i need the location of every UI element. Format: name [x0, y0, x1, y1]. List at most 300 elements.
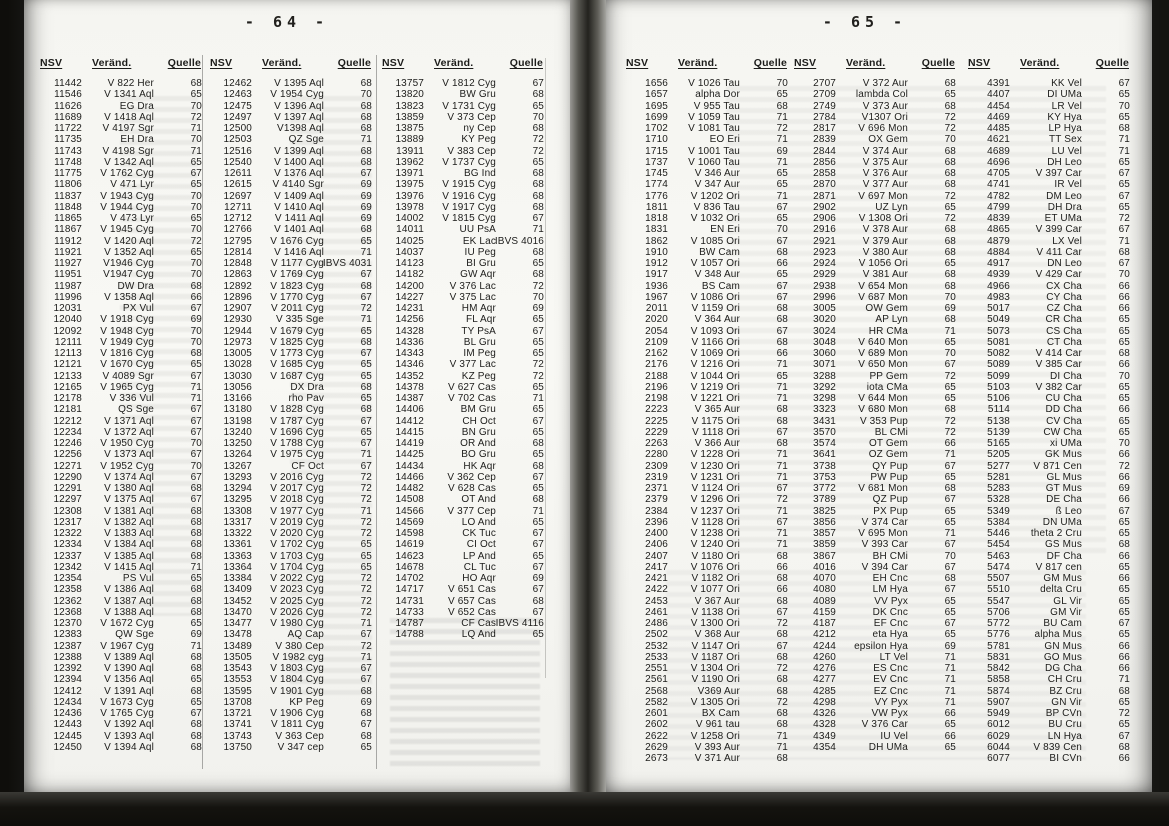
nsv-number: 12370: [53, 618, 82, 629]
variable-designation: V 1093 Ori: [690, 325, 740, 337]
nsv-number: 2871: [813, 190, 836, 202]
table-row: [624, 337, 788, 348]
source-code: 72: [360, 483, 372, 494]
table-header-row: [38, 57, 202, 69]
table-row: [38, 449, 202, 460]
source-code: 72: [944, 190, 956, 202]
nsv-number: 1657: [645, 89, 668, 101]
nsv-number: 3060: [813, 348, 836, 359]
nsv-number: 2906: [813, 213, 836, 224]
table-row: [966, 326, 1130, 337]
source-code: 65: [360, 550, 372, 562]
nsv-number: 12291: [53, 483, 82, 494]
source-code: 67: [776, 483, 788, 494]
table-header-row: [624, 57, 788, 69]
source-code: 67: [1118, 224, 1130, 236]
source-code: 67: [532, 415, 544, 427]
source-code: 67: [360, 269, 372, 281]
source-code: 68: [532, 190, 544, 202]
source-code: 68: [532, 89, 544, 101]
table-row: [208, 742, 372, 753]
variable-designation: QW Sge: [115, 629, 154, 641]
table-row: [624, 708, 788, 719]
variable-designation: LT Vel: [879, 651, 908, 663]
variable-designation: V 1077 Ori: [690, 584, 740, 596]
nsv-number: 12387: [53, 640, 82, 652]
nsv-number: 2916: [813, 224, 836, 236]
variable-designation: BX Cam: [701, 708, 740, 719]
source-code: 68: [360, 381, 372, 393]
table-row: [380, 236, 544, 247]
nsv-number: 13005: [223, 348, 252, 359]
nsv-number: 3071: [813, 359, 836, 371]
variable-designation: EV Cnc: [873, 674, 908, 686]
variable-designation: V 1399 Aql: [274, 145, 324, 157]
source-code: 65: [190, 179, 202, 191]
nsv-number: 5831: [987, 651, 1010, 663]
table-row: [208, 247, 372, 258]
nsv-number: 5907: [987, 696, 1010, 708]
source-code: 67: [944, 618, 956, 629]
source-code: 71: [776, 505, 788, 517]
nsv-number: 14002: [395, 213, 424, 224]
source-code: 68: [190, 483, 202, 494]
table-row: [966, 337, 1130, 348]
source-code: 72: [190, 235, 202, 247]
table-row: [208, 326, 372, 337]
table-row: [792, 551, 956, 562]
variable-designation: LM Hya: [872, 584, 908, 596]
variable-designation: V 1944 Cyg: [100, 201, 154, 213]
variable-designation: V 1175 Ori: [691, 415, 740, 427]
source-code: 68: [360, 123, 372, 134]
variable-designation: DN UMa: [1042, 516, 1082, 528]
table-row: [792, 607, 956, 618]
variable-designation: EO Eri: [709, 134, 740, 146]
source-code: 65: [1118, 156, 1130, 168]
table-row: [38, 101, 202, 112]
nsv-number: 13030: [223, 370, 252, 382]
variable-designation: GK Mus: [1044, 449, 1082, 461]
nsv-number: 13452: [223, 595, 252, 607]
variable-designation: epsilon Hya: [854, 640, 908, 652]
table-row: [792, 472, 956, 483]
table-row: [38, 258, 202, 269]
nsv-number: 13293: [223, 471, 252, 483]
nsv-number: 12181: [53, 404, 82, 416]
table-row: [380, 483, 544, 494]
nsv-number: 14352: [395, 370, 424, 382]
nsv-number: 11748: [54, 156, 82, 168]
source-code: 71: [776, 359, 788, 371]
table-row: [792, 427, 956, 438]
table-row: [792, 303, 956, 314]
table-row: [966, 528, 1130, 539]
variable-designation: V 1676 Cyg: [270, 235, 324, 247]
source-code: 67: [532, 561, 544, 573]
table-row: [966, 101, 1130, 112]
source-code: 69: [1118, 483, 1130, 494]
table-row: [380, 618, 544, 629]
source-code: 68: [944, 404, 956, 416]
variable-designation: GL Vir: [1053, 595, 1082, 607]
nsv-number: 13975: [395, 179, 424, 191]
table-row: [208, 213, 372, 224]
nsv-number: 4983: [987, 291, 1010, 303]
table-row: [38, 584, 202, 595]
variable-designation: V 1400 Aql: [274, 156, 324, 168]
variable-designation: UU PsA: [459, 224, 496, 236]
variable-designation: HK Aqr: [463, 460, 496, 472]
header-quelle: Quelle: [1095, 57, 1129, 69]
variable-designation: OX Gem: [868, 134, 908, 146]
variable-designation: EF Cnc: [873, 618, 908, 629]
source-code: 67: [776, 426, 788, 438]
variable-designation: ES Cnc: [873, 663, 908, 674]
variable-designation: V 1673 Cyg: [100, 696, 154, 708]
nsv-number: 4277: [813, 674, 836, 686]
nsv-number: 4187: [813, 618, 836, 629]
source-code: 65: [190, 618, 202, 629]
source-code: 72: [1118, 213, 1130, 224]
source-code: 68: [532, 246, 544, 258]
source-code: 71: [190, 145, 202, 157]
variable-designation: V 2017 Cyg: [270, 483, 324, 494]
variable-designation: V 1044 Ori: [690, 370, 740, 382]
table-row: [208, 134, 372, 145]
table-row: [624, 146, 788, 157]
header-nsv: NSV: [40, 57, 63, 69]
table-row: [624, 157, 788, 168]
source-code: 68: [532, 494, 544, 506]
source-code: 71: [190, 393, 202, 404]
table-row: [208, 292, 372, 303]
source-code: 65: [944, 719, 956, 731]
source-code: 65: [532, 100, 544, 112]
nsv-number: 3641: [813, 449, 836, 461]
variable-designation: V 1773 Cyg: [270, 348, 324, 359]
nsv-number: 1831: [645, 224, 668, 236]
table-row: [208, 157, 372, 168]
source-code: 71: [944, 696, 956, 708]
table-row: [38, 371, 202, 382]
source-code: 65: [776, 89, 788, 101]
variable-designation: V 394 Car: [861, 561, 908, 573]
table-body: [380, 78, 544, 641]
nsv-number: 3020: [813, 314, 836, 326]
nsv-number: 13543: [223, 663, 252, 674]
table-row: [624, 719, 788, 730]
table-row: [792, 89, 956, 100]
variable-designation: V 372 Aur: [862, 78, 908, 89]
variable-designation: V 695 Mon: [858, 528, 908, 539]
variable-designation: V 822 Her: [107, 78, 154, 89]
variable-designation: V 377 Lac: [449, 359, 496, 371]
nsv-number: 2371: [645, 483, 668, 494]
variable-designation: V 1917 Cyg: [442, 201, 496, 213]
source-code: 67: [1118, 78, 1130, 89]
table-row: [208, 427, 372, 438]
variable-designation: V 1811 Cyg: [270, 719, 324, 731]
variable-designation: V 652 Cas: [447, 606, 496, 618]
source-code: 68: [776, 595, 788, 607]
source-code: 67: [532, 528, 544, 539]
table-row: [624, 179, 788, 190]
nsv-number: 12907: [223, 303, 252, 314]
table-body: [208, 78, 372, 753]
nsv-number: 11867: [54, 224, 82, 236]
variable-designation: GW Aqr: [460, 269, 496, 281]
variable-designation: V 1352 Aql: [104, 246, 154, 258]
source-code: 65: [532, 381, 544, 393]
nsv-number: 1776: [645, 190, 668, 202]
table-row: [380, 573, 544, 584]
header-nsv: NSV: [968, 57, 991, 69]
nsv-number: 2309: [645, 460, 668, 472]
variable-designation: V 681 Mon: [858, 483, 908, 494]
nsv-number: 11722: [54, 123, 82, 134]
variable-designation: V 1823 Cyg: [270, 280, 324, 292]
source-code: 65: [532, 550, 544, 562]
source-code: 70: [776, 78, 788, 89]
nsv-number: 5106: [987, 393, 1010, 404]
table-row: [792, 404, 956, 415]
source-code: 65: [532, 426, 544, 438]
source-code: 65: [1118, 314, 1130, 326]
source-code: 68: [360, 78, 372, 89]
table-row: [380, 494, 544, 505]
source-code: 67: [360, 674, 372, 686]
table-row: [966, 461, 1130, 472]
variable-designation: V 651 Cas: [447, 584, 496, 596]
nsv-number: 3024: [813, 325, 836, 337]
source-code: 71: [360, 505, 372, 517]
table-row: [38, 517, 202, 528]
source-code: 72: [532, 280, 544, 292]
nsv-number: 4298: [813, 696, 836, 708]
table-row: [792, 224, 956, 235]
nsv-number: 5772: [987, 618, 1010, 629]
table-row: [208, 596, 372, 607]
source-code: 71: [944, 651, 956, 663]
variable-designation: V 1918 Cyg: [100, 314, 154, 326]
table-row: [792, 146, 956, 157]
source-code: 71: [532, 224, 544, 236]
variable-designation: BU Cru: [1048, 719, 1082, 731]
variable-designation: V 1057 Ori: [690, 258, 740, 269]
table-row: [380, 281, 544, 292]
table-row: [208, 472, 372, 483]
table-row: [380, 89, 544, 100]
nsv-number: 14182: [395, 269, 424, 281]
table-row: [38, 438, 202, 449]
source-code: 65: [532, 258, 544, 269]
source-code: 67: [1118, 190, 1130, 202]
table-row: [792, 652, 956, 663]
nsv-number: 13875: [395, 123, 424, 134]
source-code: 65: [1118, 719, 1130, 731]
table-row: [208, 719, 372, 730]
source-code: 67: [532, 539, 544, 551]
variable-designation: V 1187 Ori: [691, 651, 740, 663]
table-row: [624, 674, 788, 685]
variable-designation: V 1026 Tau: [688, 78, 740, 89]
variable-designation: IU Peg: [464, 246, 496, 258]
table-row: [792, 393, 956, 404]
nsv-number: 4349: [813, 730, 836, 742]
variable-designation: V 680 Mon: [858, 404, 908, 416]
table-row: [966, 359, 1130, 370]
table-row: [380, 292, 544, 303]
nsv-number: 12133: [53, 370, 82, 382]
source-code: 70: [944, 348, 956, 359]
variable-designation: HO Aqr: [462, 573, 496, 584]
table-row: [792, 292, 956, 303]
variable-designation: DG Cha: [1044, 663, 1082, 674]
nsv-number: 2929: [813, 269, 836, 281]
table-row: [208, 416, 372, 427]
source-code: 67: [776, 280, 788, 292]
nsv-number: 5328: [987, 494, 1010, 506]
source-code: 67: [776, 201, 788, 213]
variable-designation: EZ Cnc: [873, 685, 908, 697]
variable-designation: LP And: [463, 550, 496, 562]
variable-designation: V 1967 Cyg: [100, 640, 154, 652]
nsv-number: 5507: [987, 573, 1010, 584]
table-row: [208, 517, 372, 528]
source-code: 71: [1118, 235, 1130, 247]
table-row: [38, 112, 202, 123]
table-row: [38, 168, 202, 179]
source-code: 71: [944, 325, 956, 337]
table-row: [966, 618, 1130, 629]
table-row: [792, 618, 956, 629]
table-row: [966, 573, 1130, 584]
variable-designation: DM Leo: [1046, 190, 1082, 202]
source-code: 67: [944, 460, 956, 472]
nsv-number: 5454: [987, 539, 1010, 551]
table-row: [208, 112, 372, 123]
table-column-1: [38, 57, 202, 753]
table-row: [792, 483, 956, 494]
table-row: [792, 269, 956, 280]
source-code: 68: [190, 348, 202, 359]
source-code: 65: [532, 314, 544, 326]
source-code: 65: [1118, 111, 1130, 123]
variable-designation: V 1086 Ori: [690, 291, 740, 303]
variable-designation: KY Peg: [461, 134, 496, 146]
nsv-number: 2400: [645, 528, 668, 539]
table-row: [38, 551, 202, 562]
source-code: 67: [360, 415, 372, 427]
nsv-number: 4354: [813, 741, 836, 753]
variable-designation: LR Vel: [1051, 100, 1082, 112]
source-code: 65: [944, 595, 956, 607]
source-code: 69: [360, 696, 372, 708]
nsv-number: 12896: [223, 291, 252, 303]
source-code: 72: [532, 359, 544, 371]
table-row: [380, 562, 544, 573]
table-row: [792, 494, 956, 505]
nsv-number: 2020: [645, 314, 668, 326]
header-veraendl: Veränd.: [262, 57, 302, 69]
table-row: [380, 258, 544, 269]
nsv-number: 4276: [813, 663, 836, 674]
source-code: 72: [776, 494, 788, 506]
variable-designation: V 1342 Aql: [104, 156, 154, 168]
nsv-number: 12334: [53, 539, 82, 551]
source-code: 71: [944, 449, 956, 461]
nsv-number: 4485: [987, 123, 1010, 134]
source-code: 65: [944, 741, 956, 753]
variable-designation: V 1770 Cyg: [270, 291, 324, 303]
source-code: 66: [1118, 573, 1130, 584]
nsv-number: 11806: [54, 179, 82, 191]
nsv-number: 3288: [813, 370, 836, 382]
variable-designation: V 347 cep: [277, 741, 324, 753]
nsv-number: 12337: [53, 550, 82, 562]
variable-designation: ß Leo: [1055, 505, 1082, 517]
variable-designation: V 1216 Ori: [690, 359, 740, 371]
table-row: [624, 663, 788, 674]
table-row: [966, 247, 1130, 258]
variable-designation: V 2025 Cyg: [270, 595, 324, 607]
variable-designation: V 380 Aur: [862, 246, 908, 258]
source-code: 65: [1118, 516, 1130, 528]
table-row: [792, 449, 956, 460]
variable-designation: PS Vul: [122, 573, 154, 584]
table-row: [966, 371, 1130, 382]
variable-designation: GM Mus: [1043, 573, 1082, 584]
nsv-number: 12445: [53, 730, 82, 742]
nsv-number: 6077: [987, 753, 1010, 764]
table-row: [624, 281, 788, 292]
table-row: [624, 326, 788, 337]
table-row: [380, 179, 544, 190]
variable-designation: V 1376 Aql: [274, 168, 324, 179]
variable-designation: V 1118 Ori: [692, 426, 740, 438]
table-row: [38, 191, 202, 202]
nsv-number: 13743: [223, 730, 252, 742]
nsv-number: 13409: [223, 584, 252, 596]
table-row: [208, 101, 372, 112]
variable-designation: V 336 Vul: [109, 393, 154, 404]
variable-designation: GO Mus: [1043, 651, 1082, 663]
source-code: 68: [360, 685, 372, 697]
variable-designation: V 363 Cep: [275, 730, 324, 742]
table-row: [966, 584, 1130, 595]
variable-designation: V 1308 Ori: [858, 213, 908, 224]
variable-designation: V 1916 Cyg: [442, 190, 496, 202]
table-row: [380, 337, 544, 348]
variable-designation: V 1182 Ori: [691, 573, 740, 584]
source-code: 65: [944, 258, 956, 269]
variable-designation: V 1228 Ori: [690, 449, 740, 461]
table-row: [38, 303, 202, 314]
table-row: [208, 461, 372, 472]
nsv-number: 2844: [813, 145, 836, 157]
table-row: [624, 314, 788, 325]
variable-designation: V 1685 Cyg: [270, 359, 324, 371]
source-code: 71: [776, 528, 788, 539]
nsv-number: 5706: [987, 606, 1010, 618]
table-row: [380, 224, 544, 235]
source-code: 67: [360, 663, 372, 674]
nsv-number: 11848: [54, 201, 82, 213]
variable-designation: KY Hya: [1047, 111, 1082, 123]
table-row: [208, 731, 372, 742]
variable-designation: BG Ind: [463, 168, 496, 179]
